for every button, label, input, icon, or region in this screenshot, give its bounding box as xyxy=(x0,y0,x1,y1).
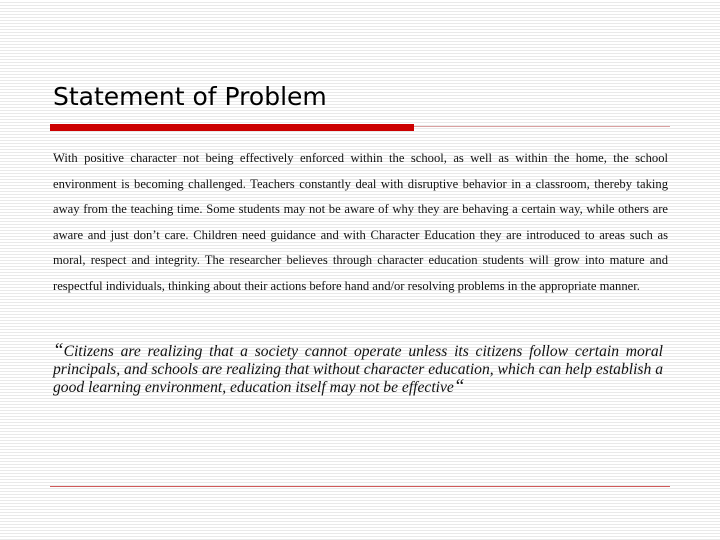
bottom-divider-line xyxy=(50,486,670,487)
problem-statement-paragraph: With positive character not being effectively enforced within the school, as well as within the home, the school environment is becoming challenged. Teachers constantly deal with disruptive behavior in a classroom, thereby taking away from the teaching time. Some students may not be aware of why they are behaving a certain way, while others are aware and just don’t care. Children need guidance and with Character Education they are introduced to areas such as moral, respect and integrity. The researcher believes through character education students will grow into mature and respectful individuals, thinking about their actions before hand and/or resolving problems in the appropriate manner. xyxy=(53,151,668,293)
title-divider-line xyxy=(414,126,670,127)
close-quote-mark: “ xyxy=(453,376,465,397)
quote-text: Citizens are realizing that a society cannot operate unless its citizens follow certain moral principals, and schools are realizing that without character education, which can help establish a good learning environment, education itself may not be effective xyxy=(53,343,663,396)
slide-title: Statement of Problem xyxy=(53,82,327,111)
title-underline-bar xyxy=(50,124,414,131)
open-quote-mark: “ xyxy=(53,340,64,361)
quote-block xyxy=(53,342,663,397)
